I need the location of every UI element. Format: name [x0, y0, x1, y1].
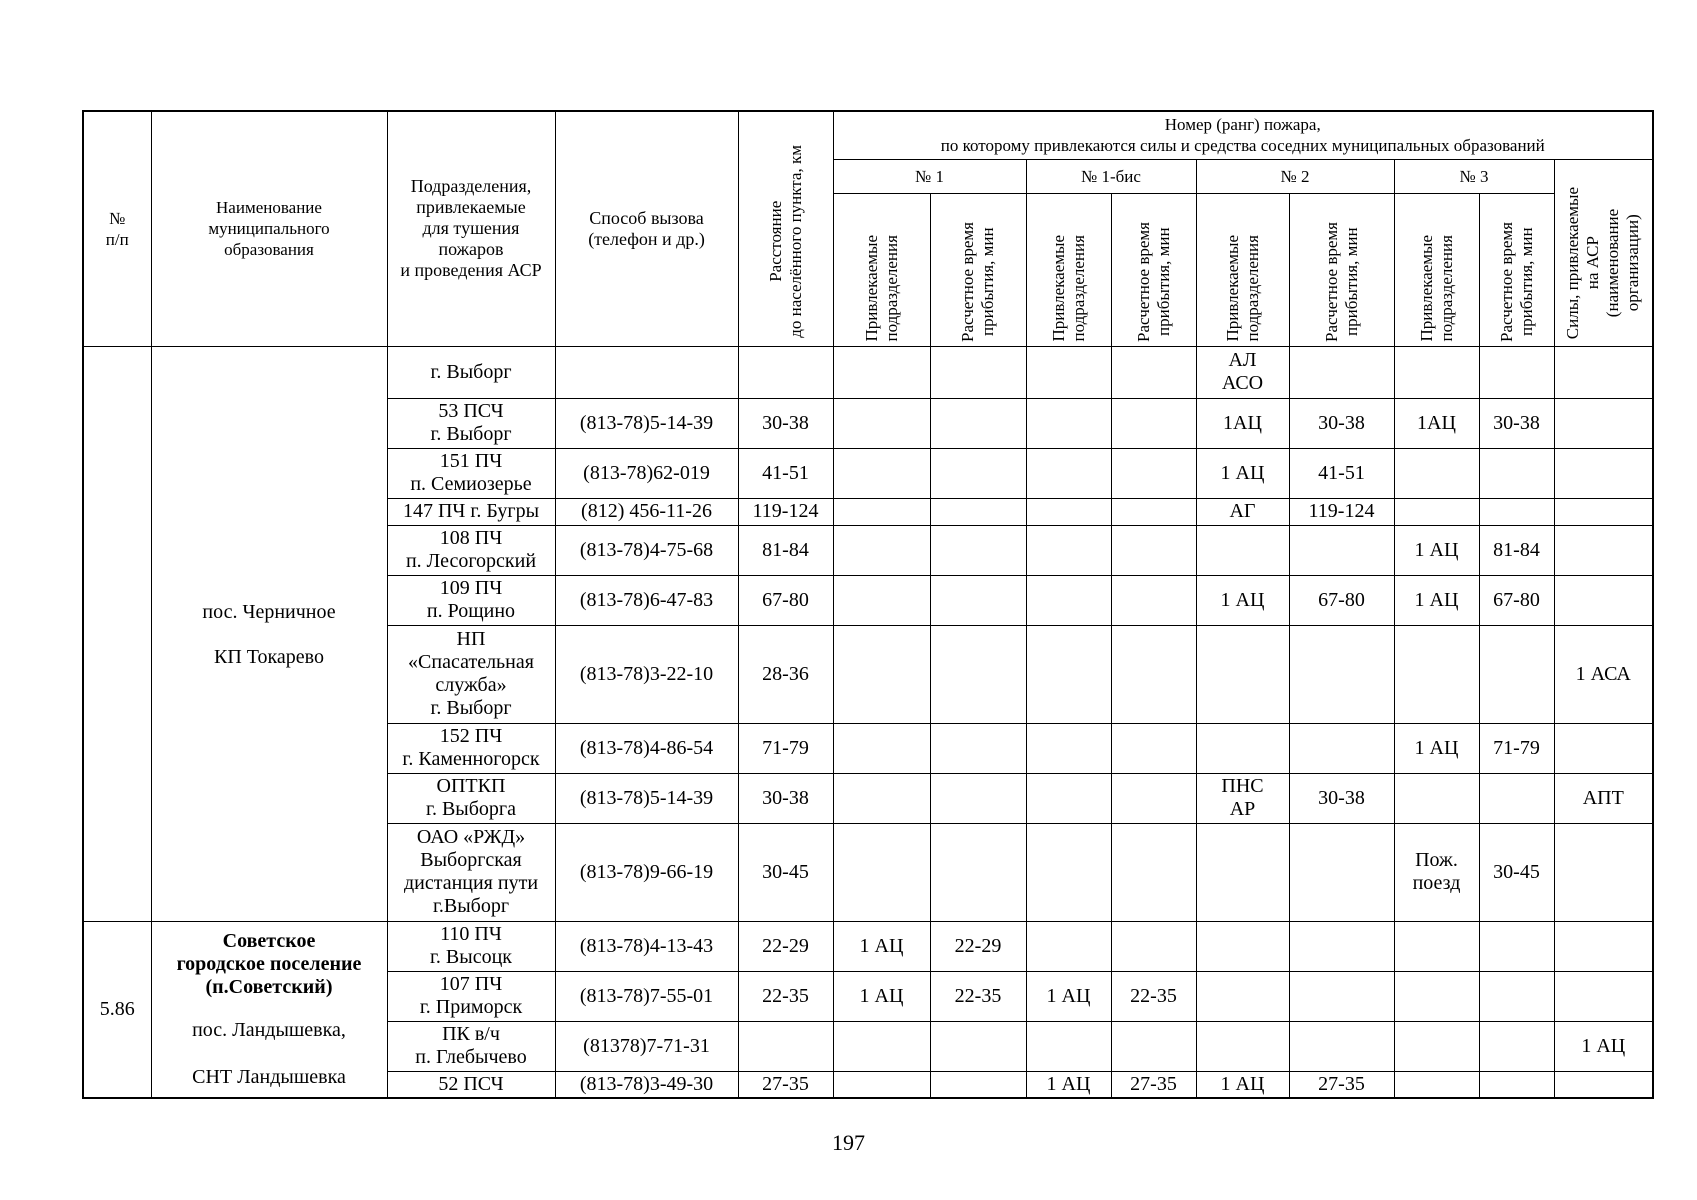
header-rank-3: № 3	[1394, 159, 1554, 193]
cell-r1u: 1 АЦ	[833, 921, 930, 971]
cell-rbu	[1026, 1021, 1111, 1071]
cell-call: (812) 456-11-26	[555, 498, 738, 525]
cell-rbu	[1026, 448, 1111, 498]
cell-r2u	[1196, 921, 1289, 971]
cell-r3t	[1479, 921, 1554, 971]
cell-r2t: 119-124	[1289, 498, 1394, 525]
cell-r1t	[930, 448, 1026, 498]
group-number-cell	[83, 346, 151, 921]
fire-resources-table	[82, 110, 1654, 1099]
cell-rbu	[1026, 525, 1111, 575]
municipality-cell	[151, 921, 387, 1098]
cell-r1t	[930, 625, 1026, 723]
cell-r3u: 1 АЦ	[1394, 525, 1479, 575]
cell-r1u	[833, 525, 930, 575]
cell-r3u	[1394, 346, 1479, 398]
cell-r2u	[1196, 723, 1289, 773]
cell-r2t	[1289, 625, 1394, 723]
cell-r3t	[1479, 346, 1554, 398]
cell-r3t: 67-80	[1479, 575, 1554, 625]
cell-r2u	[1196, 971, 1289, 1021]
cell-r1t	[930, 575, 1026, 625]
header-fire-rank: Номер (ранг) пожара, по которому привлекаются силы и средства соседних муниципальных образований	[833, 111, 1653, 159]
cell-asr	[1554, 1071, 1653, 1098]
cell-r1u	[833, 1071, 930, 1098]
cell-r1u	[833, 498, 930, 525]
header-asr: Силы, привлекаемые на АСР (наименование организации)	[1554, 159, 1653, 346]
cell-asr: 1 АСА	[1554, 625, 1653, 723]
cell-r3u: 1АЦ	[1394, 398, 1479, 448]
cell-asr	[1554, 823, 1653, 921]
cell-unit: 52 ПСЧ	[387, 1071, 555, 1098]
cell-call: (813-78)3-49-30	[555, 1071, 738, 1098]
cell-r1u: 1 АЦ	[833, 971, 930, 1021]
cell-r2u	[1196, 525, 1289, 575]
cell-rbu: 1 АЦ	[1026, 1071, 1111, 1098]
cell-asr	[1554, 971, 1653, 1021]
cell-unit: НП «Спасательная служба» г. Выборг	[387, 625, 555, 723]
cell-unit: 147 ПЧ г. Бугры	[387, 498, 555, 525]
settlement-name: КП Токарево	[214, 646, 324, 668]
cell-dist: 119-124	[738, 498, 833, 525]
cell-r2t	[1289, 823, 1394, 921]
cell-asr	[1554, 346, 1653, 398]
settlement-name: СНТ Ландышевка	[192, 1065, 346, 1088]
cell-r3t: 81-84	[1479, 525, 1554, 575]
cell-unit: ОПТКП г. Выборга	[387, 773, 555, 823]
cell-dist: 81-84	[738, 525, 833, 575]
cell-rbt	[1111, 625, 1196, 723]
municipality-name: Советское городское поселение (п.Советский)	[176, 929, 362, 998]
group-number: 5.86	[99, 997, 135, 1020]
cell-dist: 30-38	[738, 773, 833, 823]
header-rank-1bis: № 1-бис	[1026, 159, 1196, 193]
cell-r1t	[930, 398, 1026, 448]
cell-rbu	[1026, 346, 1111, 398]
cell-rbt	[1111, 1021, 1196, 1071]
cell-unit: 53 ПСЧ г. Выборг	[387, 398, 555, 448]
cell-r1t	[930, 346, 1026, 398]
cell-unit: 152 ПЧ г. Каменногорск	[387, 723, 555, 773]
cell-dist: 28-36	[738, 625, 833, 723]
header-r2-units: Привлекаемые подразделения	[1196, 193, 1289, 346]
cell-unit: ПК в/ч п. Глебычево	[387, 1021, 555, 1071]
cell-r3u: Пож. поезд	[1394, 823, 1479, 921]
cell-unit: 109 ПЧ п. Рощино	[387, 575, 555, 625]
header-rank-1: № 1	[833, 159, 1026, 193]
table-row	[83, 921, 1653, 971]
cell-r2t	[1289, 525, 1394, 575]
cell-r3t	[1479, 498, 1554, 525]
cell-r3u	[1394, 921, 1479, 971]
cell-r3t: 30-45	[1479, 823, 1554, 921]
group-number-cell	[83, 921, 151, 1098]
cell-r3u	[1394, 971, 1479, 1021]
cell-r1t	[930, 823, 1026, 921]
cell-r2u: 1 АЦ	[1196, 448, 1289, 498]
table-body	[83, 346, 1653, 1098]
cell-r1t	[930, 773, 1026, 823]
cell-rbt	[1111, 575, 1196, 625]
cell-dist	[738, 346, 833, 398]
cell-r2u: 1 АЦ	[1196, 575, 1289, 625]
cell-call: (813-78)4-13-43	[555, 921, 738, 971]
cell-call: (813-78)3-22-10	[555, 625, 738, 723]
cell-r3t	[1479, 773, 1554, 823]
header-r3-time: Расчетное время прибытия, мин	[1479, 193, 1554, 346]
cell-r1u	[833, 575, 930, 625]
municipality-cell	[151, 346, 387, 921]
cell-asr	[1554, 921, 1653, 971]
cell-rbt: 27-35	[1111, 1071, 1196, 1098]
cell-call: (813-78)6-47-83	[555, 575, 738, 625]
cell-call: (813-78)5-14-39	[555, 773, 738, 823]
cell-r3t	[1479, 1021, 1554, 1071]
cell-rbt	[1111, 346, 1196, 398]
cell-rbt	[1111, 921, 1196, 971]
cell-r1u	[833, 773, 930, 823]
header-r2-time: Расчетное время прибытия, мин	[1289, 193, 1394, 346]
cell-r2u: АГ	[1196, 498, 1289, 525]
cell-r1t	[930, 525, 1026, 575]
cell-r2t: 27-35	[1289, 1071, 1394, 1098]
cell-r2t: 41-51	[1289, 448, 1394, 498]
cell-r2t	[1289, 723, 1394, 773]
cell-unit: г. Выборг	[387, 346, 555, 398]
cell-r1t	[930, 723, 1026, 773]
cell-r2u: 1АЦ	[1196, 398, 1289, 448]
cell-r2t	[1289, 1021, 1394, 1071]
cell-rbt	[1111, 723, 1196, 773]
header-num: № п/п	[83, 111, 151, 346]
cell-r3u	[1394, 498, 1479, 525]
cell-r1u	[833, 823, 930, 921]
cell-r3t: 71-79	[1479, 723, 1554, 773]
table-row	[83, 346, 1653, 398]
cell-rbu	[1026, 773, 1111, 823]
cell-dist: 22-35	[738, 971, 833, 1021]
cell-r2t: 30-38	[1289, 398, 1394, 448]
cell-rbt	[1111, 525, 1196, 575]
settlement-name: пос. Ландышевка,	[192, 1018, 346, 1041]
cell-r3t: 30-38	[1479, 398, 1554, 448]
cell-rbu	[1026, 625, 1111, 723]
cell-rbt: 22-35	[1111, 971, 1196, 1021]
cell-dist: 71-79	[738, 723, 833, 773]
page-number: 197	[832, 1130, 865, 1155]
cell-r2u	[1196, 625, 1289, 723]
cell-asr	[1554, 525, 1653, 575]
cell-r2t: 67-80	[1289, 575, 1394, 625]
cell-rbt	[1111, 773, 1196, 823]
cell-rbu	[1026, 498, 1111, 525]
cell-call: (813-78)62-019	[555, 448, 738, 498]
cell-r3t	[1479, 1071, 1554, 1098]
cell-dist: 22-29	[738, 921, 833, 971]
header-r1bis-units: Привлекаемые подразделения	[1026, 193, 1111, 346]
cell-rbu: 1 АЦ	[1026, 971, 1111, 1021]
cell-dist: 30-45	[738, 823, 833, 921]
cell-r3u	[1394, 773, 1479, 823]
cell-r3t	[1479, 625, 1554, 723]
cell-r1u	[833, 723, 930, 773]
cell-rbu	[1026, 575, 1111, 625]
cell-r1u	[833, 625, 930, 723]
cell-r1t: 22-35	[930, 971, 1026, 1021]
cell-asr	[1554, 398, 1653, 448]
cell-unit: ОАО «РЖД» Выборгская дистанция пути г.Выборг	[387, 823, 555, 921]
cell-r2u	[1196, 823, 1289, 921]
cell-call: (813-78)4-86-54	[555, 723, 738, 773]
cell-call: (813-78)7-55-01	[555, 971, 738, 1021]
cell-call	[555, 346, 738, 398]
cell-r3u	[1394, 625, 1479, 723]
settlement-name: пос. Черничное	[202, 601, 336, 623]
header-r1-units: Привлекаемые подразделения	[833, 193, 930, 346]
cell-call: (813-78)9-66-19	[555, 823, 738, 921]
cell-r1u	[833, 398, 930, 448]
header-call: Способ вызова (телефон и др.)	[555, 111, 738, 346]
cell-rbt	[1111, 398, 1196, 448]
cell-unit: 107 ПЧ г. Приморск	[387, 971, 555, 1021]
header-units: Подразделения, привлекаемые для тушения пожаров и проведения АСР	[387, 111, 555, 346]
cell-r2u: ПНС АР	[1196, 773, 1289, 823]
cell-r2u	[1196, 1021, 1289, 1071]
cell-r1t	[930, 1071, 1026, 1098]
cell-r1t	[930, 498, 1026, 525]
cell-r3u: 1 АЦ	[1394, 575, 1479, 625]
cell-asr	[1554, 498, 1653, 525]
cell-unit: 151 ПЧ п. Семиозерье	[387, 448, 555, 498]
header-distance: Расстояние до населённого пункта, км	[738, 111, 833, 346]
cell-rbt	[1111, 823, 1196, 921]
header-mo-name: Наименование муниципального образования	[151, 111, 387, 346]
cell-r3t	[1479, 448, 1554, 498]
cell-r3u: 1 АЦ	[1394, 723, 1479, 773]
cell-r2t	[1289, 921, 1394, 971]
cell-dist: 41-51	[738, 448, 833, 498]
cell-r3u	[1394, 448, 1479, 498]
cell-r3t	[1479, 971, 1554, 1021]
cell-rbu	[1026, 823, 1111, 921]
cell-r2t	[1289, 971, 1394, 1021]
cell-dist	[738, 1021, 833, 1071]
cell-asr	[1554, 723, 1653, 773]
cell-r2u: АЛ АСО	[1196, 346, 1289, 398]
cell-r1t: 22-29	[930, 921, 1026, 971]
cell-dist: 30-38	[738, 398, 833, 448]
cell-unit: 110 ПЧ г. Высоцк	[387, 921, 555, 971]
cell-dist: 27-35	[738, 1071, 833, 1098]
cell-call: (813-78)5-14-39	[555, 398, 738, 448]
cell-r2t: 30-38	[1289, 773, 1394, 823]
cell-r1u	[833, 346, 930, 398]
header-rank-2: № 2	[1196, 159, 1394, 193]
cell-r1u	[833, 1021, 930, 1071]
cell-asr	[1554, 575, 1653, 625]
cell-asr	[1554, 448, 1653, 498]
cell-unit: 108 ПЧ п. Лесогорский	[387, 525, 555, 575]
cell-rbu	[1026, 921, 1111, 971]
cell-r3u	[1394, 1021, 1479, 1071]
cell-rbt	[1111, 448, 1196, 498]
cell-asr: АПТ	[1554, 773, 1653, 823]
cell-r2t	[1289, 346, 1394, 398]
cell-call: (81378)7-71-31	[555, 1021, 738, 1071]
cell-rbu	[1026, 723, 1111, 773]
header-r1-time: Расчетное время прибытия, мин	[930, 193, 1026, 346]
header-r1bis-time: Расчетное время прибытия, мин	[1111, 193, 1196, 346]
cell-call: (813-78)4-75-68	[555, 525, 738, 575]
cell-dist: 67-80	[738, 575, 833, 625]
header-r3-units: Привлекаемые подразделения	[1394, 193, 1479, 346]
cell-r1u	[833, 448, 930, 498]
cell-r1t	[930, 1021, 1026, 1071]
cell-r3u	[1394, 1071, 1479, 1098]
cell-asr: 1 АЦ	[1554, 1021, 1653, 1071]
cell-rbt	[1111, 498, 1196, 525]
cell-r2u: 1 АЦ	[1196, 1071, 1289, 1098]
cell-rbu	[1026, 398, 1111, 448]
